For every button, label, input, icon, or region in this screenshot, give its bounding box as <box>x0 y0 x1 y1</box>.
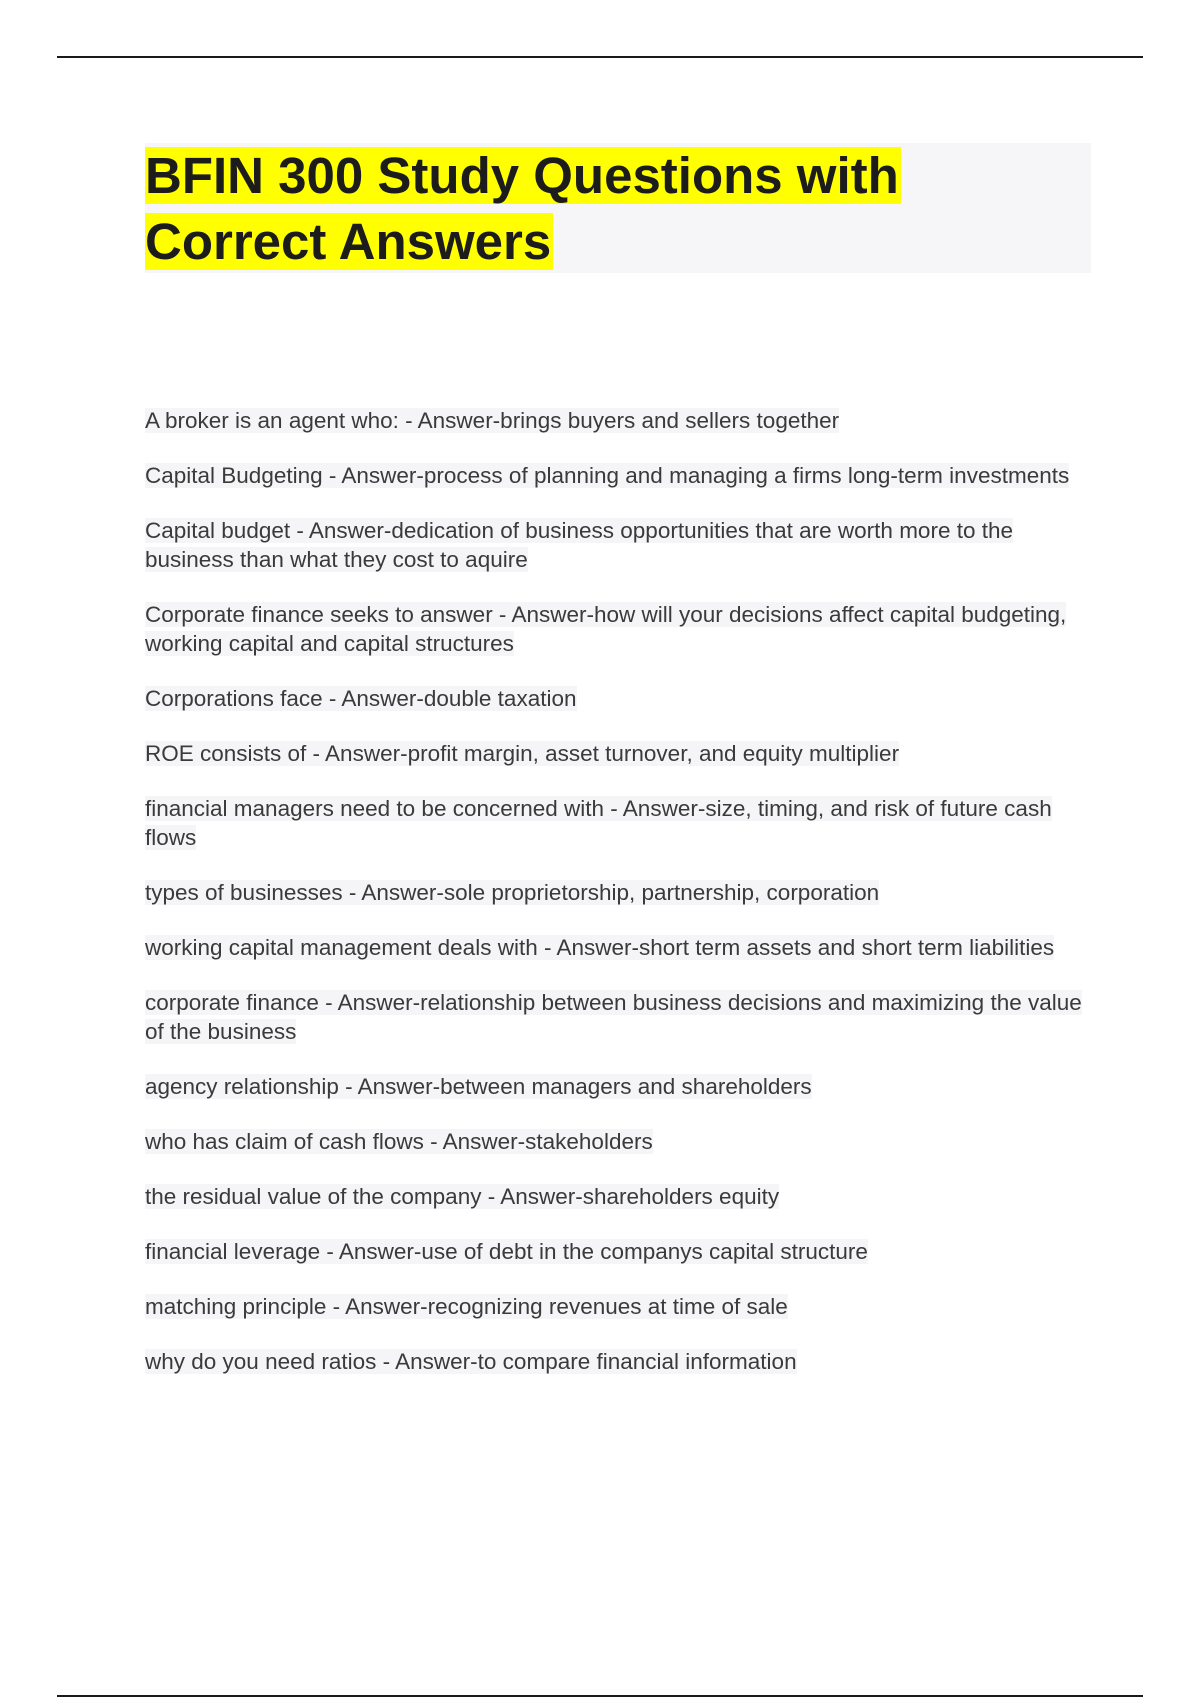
qa-item-text: working capital management deals with - Answer-short term assets and short term liabilities <box>145 935 1055 960</box>
qa-list <box>145 406 1085 1402</box>
bottom-rule <box>57 1695 1143 1697</box>
qa-item <box>145 794 1085 852</box>
qa-item-text: the residual value of the company - Answer-shareholders equity <box>145 1184 780 1209</box>
qa-item-text: agency relationship - Answer-between managers and shareholders <box>145 1074 812 1099</box>
qa-item-text: Capital budget - Answer-dedication of business opportunities that are worth more to the business than what they cost to aquire <box>145 518 1013 572</box>
qa-item-text: financial leverage - Answer-use of debt in the companys capital structure <box>145 1239 868 1264</box>
qa-item <box>145 516 1085 574</box>
top-rule <box>57 56 1143 58</box>
qa-item <box>145 1072 1085 1101</box>
document-title-text: BFIN 300 Study Questions with Correct Answers <box>145 147 899 270</box>
qa-item <box>145 1237 1085 1266</box>
qa-item <box>145 1182 1085 1211</box>
qa-item <box>145 933 1085 962</box>
qa-item-text: why do you need ratios - Answer-to compare financial information <box>145 1349 797 1374</box>
title-block <box>145 143 1091 273</box>
qa-item-text: financial managers need to be concerned with - Answer-size, timing, and risk of future cash flows <box>145 796 1052 850</box>
qa-item <box>145 406 1085 435</box>
qa-item-text: who has claim of cash flows - Answer-stakeholders <box>145 1129 653 1154</box>
qa-item-text: Corporate finance seeks to answer - Answer-how will your decisions affect capital budgeting, working capital and capital structures <box>145 602 1067 656</box>
qa-item <box>145 1347 1085 1376</box>
qa-item <box>145 1292 1085 1321</box>
qa-item-text: Corporations face - Answer-double taxation <box>145 686 577 711</box>
qa-item-text: A broker is an agent who: - Answer-brings buyers and sellers together <box>145 408 840 433</box>
qa-item <box>145 600 1085 658</box>
qa-item-text: types of businesses - Answer-sole proprietorship, partnership, corporation <box>145 880 880 905</box>
document-title <box>145 143 1091 275</box>
qa-item-text: ROE consists of - Answer-profit margin, asset turnover, and equity multiplier <box>145 741 900 766</box>
qa-item <box>145 684 1085 713</box>
qa-item-text: corporate finance - Answer-relationship between business decisions and maximizing the value of the business <box>145 990 1082 1044</box>
qa-item-text: Capital Budgeting - Answer-process of planning and managing a firms long-term investments <box>145 463 1070 488</box>
qa-item-text: matching principle - Answer-recognizing revenues at time of sale <box>145 1294 788 1319</box>
qa-item <box>145 988 1085 1046</box>
qa-item <box>145 1127 1085 1156</box>
qa-item <box>145 878 1085 907</box>
qa-item <box>145 461 1085 490</box>
qa-item <box>145 739 1085 768</box>
